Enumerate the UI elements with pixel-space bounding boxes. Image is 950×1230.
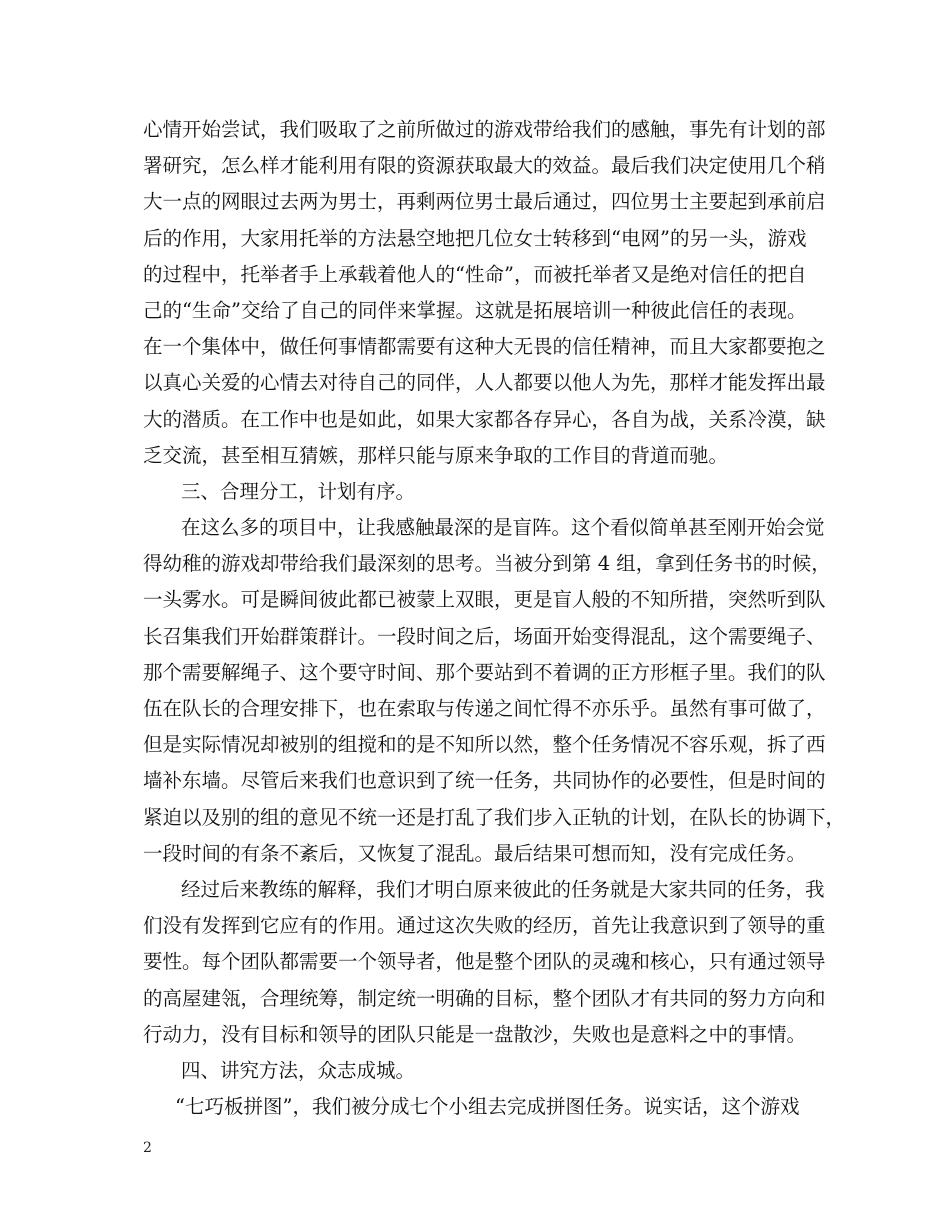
- text-line: 一头雾水。可是瞬间彼此都已被蒙上双眼，更是盲人般的不知所措，突然听到队: [143, 588, 826, 612]
- text-line: 在一个集体中，做任何事情都需要有这种大无畏的信任精神，而且大家都要抱之: [143, 335, 826, 359]
- text-line: 行动力，没有目标和领导的团队只能是一盘散沙，失败也是意料之中的事情。: [143, 1022, 807, 1046]
- paragraph-first-line: 经过后来教练的解释，我们才明白原来彼此的任务就是大家共同的任务，我: [181, 877, 825, 901]
- paragraph-first-line: 在这么多的项目中，让我感触最深的是盲阵。这个看似简单甚至刚开始会觉: [181, 516, 825, 540]
- text-line: 但是实际情况却被别的组搅和的是不知所以然，整个任务情况不容乐观，拆了西: [143, 733, 826, 757]
- text-line: 的过程中，托举者手上承载着他人的“性命”，而被托举者又是绝对信任的把自: [143, 262, 807, 286]
- section-heading: 四、讲究方法，众志成城。: [181, 1058, 416, 1082]
- text-line: 紧迫以及别的组的意见不统一还是打乱了我们步入正轨的计划，在队长的协调下，: [143, 805, 846, 829]
- text-line: 乏交流，甚至相互猜嫉，那样只能与原来争取的工作目的背道而驰。: [143, 443, 729, 467]
- text-line: 伍在队长的合理安排下，也在索取与传递之间忙得不亦乐乎。虽然有事可做了，: [143, 697, 826, 720]
- text-line: 后的作用，大家用托举的方法悬空地把几位女士转移到“电网”的另一头，游戏: [143, 226, 807, 250]
- text-line: 大一点的网眼过去两为男士，再剩两位男士最后通过，四位男士主要起到承前启: [143, 190, 826, 214]
- text-line: 己的“生命”交给了自己的同伴来掌握。这就是拓展培训一种彼此信任的表现。: [143, 298, 807, 322]
- document-body: [143, 112, 846, 1125]
- text-line: 那个需要解绳子、这个要守时间、那个要站到不着调的正方形框子里。我们的队: [143, 660, 826, 684]
- text-line: 心情开始尝试，我们吸取了之前所做过的游戏带给我们的感触，事先有计划的部: [143, 118, 826, 141]
- text-line: 大的潜质。在工作中也是如此，如果大家都各存异心，各自为战，关系冷漠，缺: [143, 407, 826, 431]
- text-line: 的高屋建瓴，合理统筹，制定统一明确的目标，整个团队才有共同的努力方向和: [143, 986, 826, 1010]
- text-line: 长召集我们开始群策群计。一段时间之后，场面开始变得混乱，这个需要绳子、: [143, 624, 826, 648]
- text-line: 以真心关爱的心情去对待自己的同伴，人人都要以他人为先，那样才能发挥出最: [143, 371, 826, 395]
- text-line: 墙补东墙。尽管后来我们也意识到了统一任务，共同协作的必要性，但是时间的: [143, 769, 826, 793]
- text-line: 署研究，怎么样才能利用有限的资源获取最大的效益。最后我们决定使用几个稍: [143, 154, 826, 178]
- section-heading: 三、合理分工，计划有序。: [181, 479, 416, 503]
- text-line: 们没有发挥到它应有的作用。通过这次失败的经历，首先让我意识到了领导的重: [143, 914, 826, 938]
- text-line: 得幼稚的游戏却带给我们最深刻的思考。当被分到第 4 组，拿到任务书的时候，: [143, 552, 831, 576]
- text-line: 要性。每个团队都需要一个领导者，他是整个团队的灵魂和核心，只有通过领导: [143, 950, 826, 974]
- page-number: 2: [143, 1140, 152, 1156]
- paragraph-first-line: “七巧板拼图”，我们被分成七个小组去完成拼图任务。说实话，这个游戏: [175, 1095, 800, 1119]
- text-line: 一段时间的有条不紊后，又恢复了混乱。最后结果可想而知，没有完成任务。: [143, 841, 807, 865]
